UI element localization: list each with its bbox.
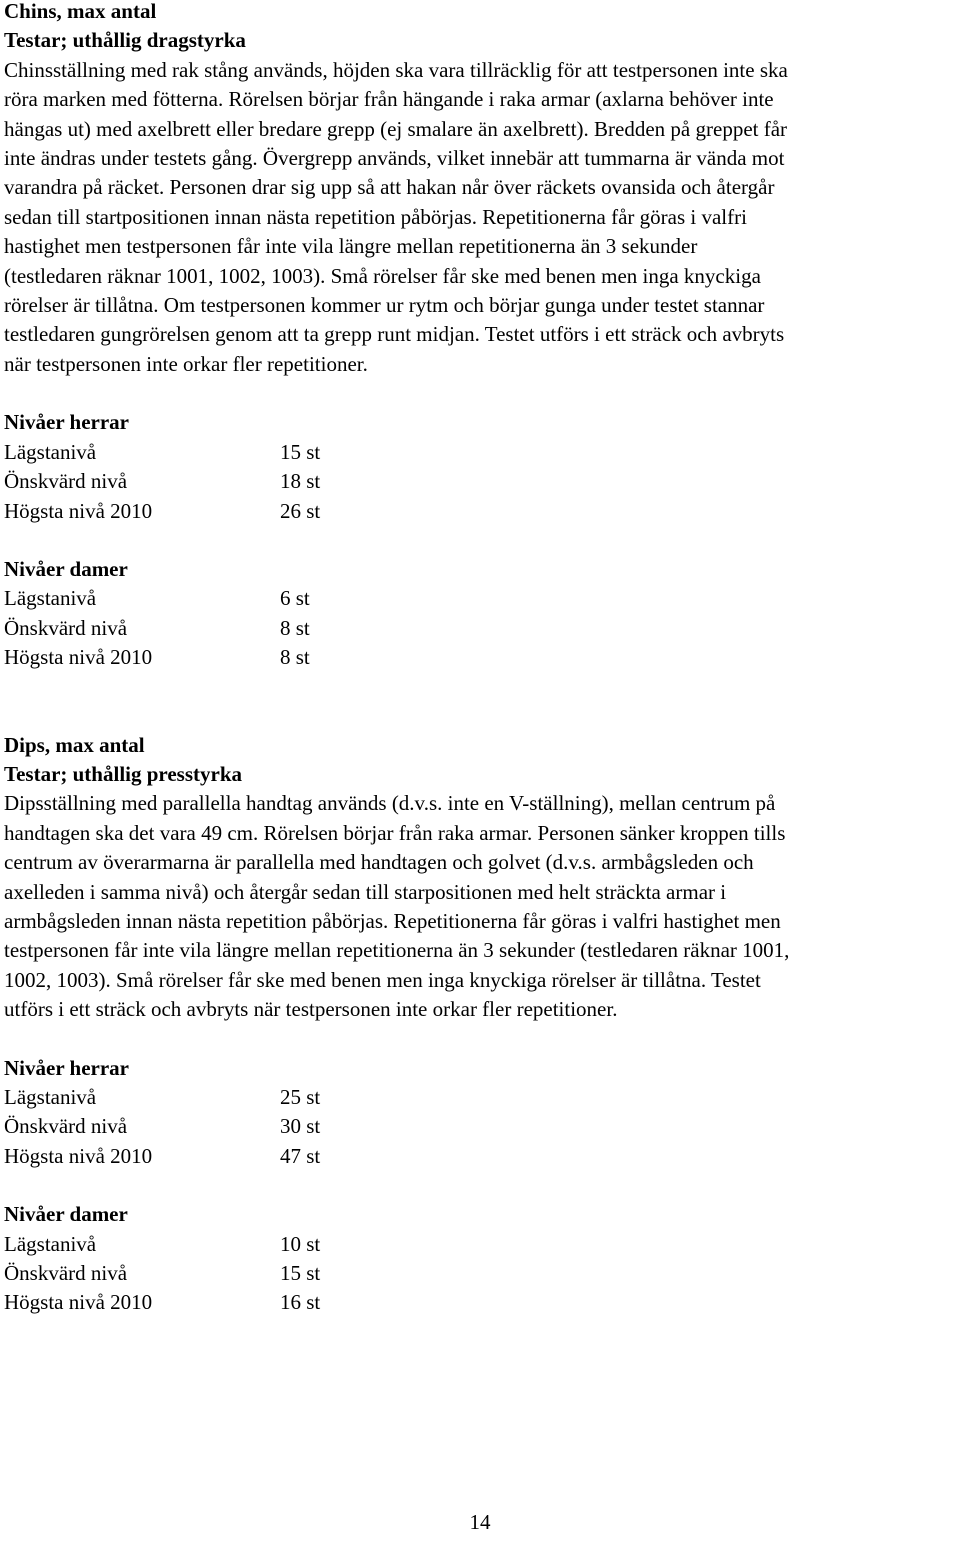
level-label: Högsta nivå 2010: [4, 498, 153, 523]
level-value: 10 st: [280, 1231, 321, 1256]
body-line: sedan till startpositionen innan nästa repetition påbörjas. Repetitionerna får göras i valfri: [4, 204, 747, 229]
level-row: [4, 1259, 956, 1288]
body-line: testledaren gungrörelsen genom att ta grepp runt midjan. Testet utförs i ett sträck och avbryts: [4, 322, 785, 347]
level-row: [4, 467, 956, 496]
levels-heading: Nivåer herrar: [4, 1055, 129, 1080]
body-line: Chinsställning med rak stång används, höjden ska vara tillräcklig för att testpersonen inte ska: [4, 57, 788, 82]
level-row: [4, 438, 956, 467]
level-label: Önskvärd nivå: [4, 615, 128, 640]
level-value: 26 st: [280, 498, 321, 523]
section-title: Dips, max antal: [4, 732, 145, 757]
levels-heading: Nivåer herrar: [4, 410, 129, 435]
level-label: Önskvärd nivå: [4, 1114, 128, 1139]
level-row: [4, 497, 956, 526]
section-body: [4, 789, 956, 1024]
body-line: armbågsleden innan nästa repetition påbörjas. Repetitionerna får göras i valfri hastighet men: [4, 908, 781, 933]
level-label: Högsta nivå 2010: [4, 645, 153, 670]
body-line: testpersonen får inte vila längre mellan repetitionerna än 3 sekunder (testledaren räknar 1001,: [4, 938, 790, 963]
level-label: Lägstanivå: [4, 1231, 97, 1256]
body-line: Dipsställning med parallella handtag används (d.v.s. inte en V-ställning), mellan centrum på: [4, 791, 776, 816]
level-row: [4, 1083, 956, 1112]
section-subtitle: Testar; uthållig presstyrka: [4, 761, 243, 786]
document-page: [4, 0, 956, 1318]
body-line: 1002, 1003). Små rörelser får ske med benen men inga knyckiga rörelser är tillåtna. Testet: [4, 967, 761, 992]
body-line: axelleden i samma nivå) och återgår sedan till starpositionen med helt sträckta armar i: [4, 879, 727, 904]
level-row: [4, 614, 956, 643]
level-value: 8 st: [280, 645, 310, 670]
body-line: utförs i ett sträck och avbryts när testpersonen inte orkar fler repetitioner.: [4, 997, 618, 1022]
levels-heading: Nivåer damer: [4, 556, 128, 581]
levels-heading: Nivåer damer: [4, 1202, 128, 1227]
level-label: Lägstanivå: [4, 586, 97, 611]
levels-damer: [4, 1200, 956, 1318]
body-line: röra marken med fötterna. Rörelsen börjar från hängande i raka armar (axlarna behöver inte: [4, 87, 774, 112]
level-value: 6 st: [280, 586, 310, 611]
level-value: 18 st: [280, 469, 321, 494]
level-value: 25 st: [280, 1085, 321, 1109]
body-line: (testledaren räknar 1001, 1002, 1003). Små rörelser får ske med benen men inga knyckiga: [4, 263, 761, 288]
level-label: Önskvärd nivå: [4, 1261, 128, 1286]
level-label: Högsta nivå 2010: [4, 1290, 153, 1315]
section-chins: [4, 0, 956, 673]
body-line: handtagen ska det vara 49 cm. Rörelsen börjar från raka armar. Personen sänker kroppen tills: [4, 820, 786, 845]
body-line: centrum av överarmarna är parallella med handtagen och golvet (d.v.s. armbågsleden och: [4, 850, 754, 875]
body-line: hastighet men testpersonen får inte vila längre mellan repetitionerna än 3 sekunder: [4, 234, 698, 259]
level-row: [4, 1288, 956, 1317]
level-value: 8 st: [280, 615, 310, 640]
body-line: inte ändras under testets gång. Övergrepp används, vilket innebär att tummarna är vända mot: [4, 146, 785, 171]
levels-damer: [4, 555, 956, 673]
level-row: [4, 584, 956, 613]
level-row: [4, 1112, 956, 1141]
level-row: [4, 1230, 956, 1259]
level-value: 16 st: [280, 1290, 321, 1315]
section-title: Chins, max antal: [4, 0, 157, 23]
section-dips: [4, 731, 956, 1318]
level-label: Lägstanivå: [4, 439, 97, 464]
level-label: Önskvärd nivå: [4, 469, 128, 494]
body-line: hängas ut) med axelbrett eller bredare grepp (ej smalare än axelbrett). Bredden på greppet får: [4, 116, 788, 141]
body-line: varandra på räcket. Personen drar sig upp så att hakan når över räckets ovansida och återgår: [4, 175, 775, 200]
body-line: rörelser är tillåtna. Om testpersonen kommer ur rytm och börjar gunga under testet stannar: [4, 293, 765, 318]
levels-herrar: [4, 408, 956, 526]
levels-herrar: [4, 1054, 956, 1172]
level-value: 47 st: [280, 1143, 321, 1168]
level-label: Lägstanivå: [4, 1085, 97, 1109]
level-row: [4, 1142, 956, 1171]
body-line: när testpersonen inte orkar fler repetitioner.: [4, 351, 368, 376]
section-body: [4, 56, 956, 379]
level-value: 15 st: [280, 1261, 321, 1286]
level-row: [4, 643, 956, 672]
section-subtitle: Testar; uthållig dragstyrka: [4, 28, 246, 53]
level-value: 30 st: [280, 1114, 321, 1139]
page-number: 14: [469, 1510, 491, 1534]
level-value: 15 st: [280, 439, 321, 464]
level-label: Högsta nivå 2010: [4, 1143, 153, 1168]
